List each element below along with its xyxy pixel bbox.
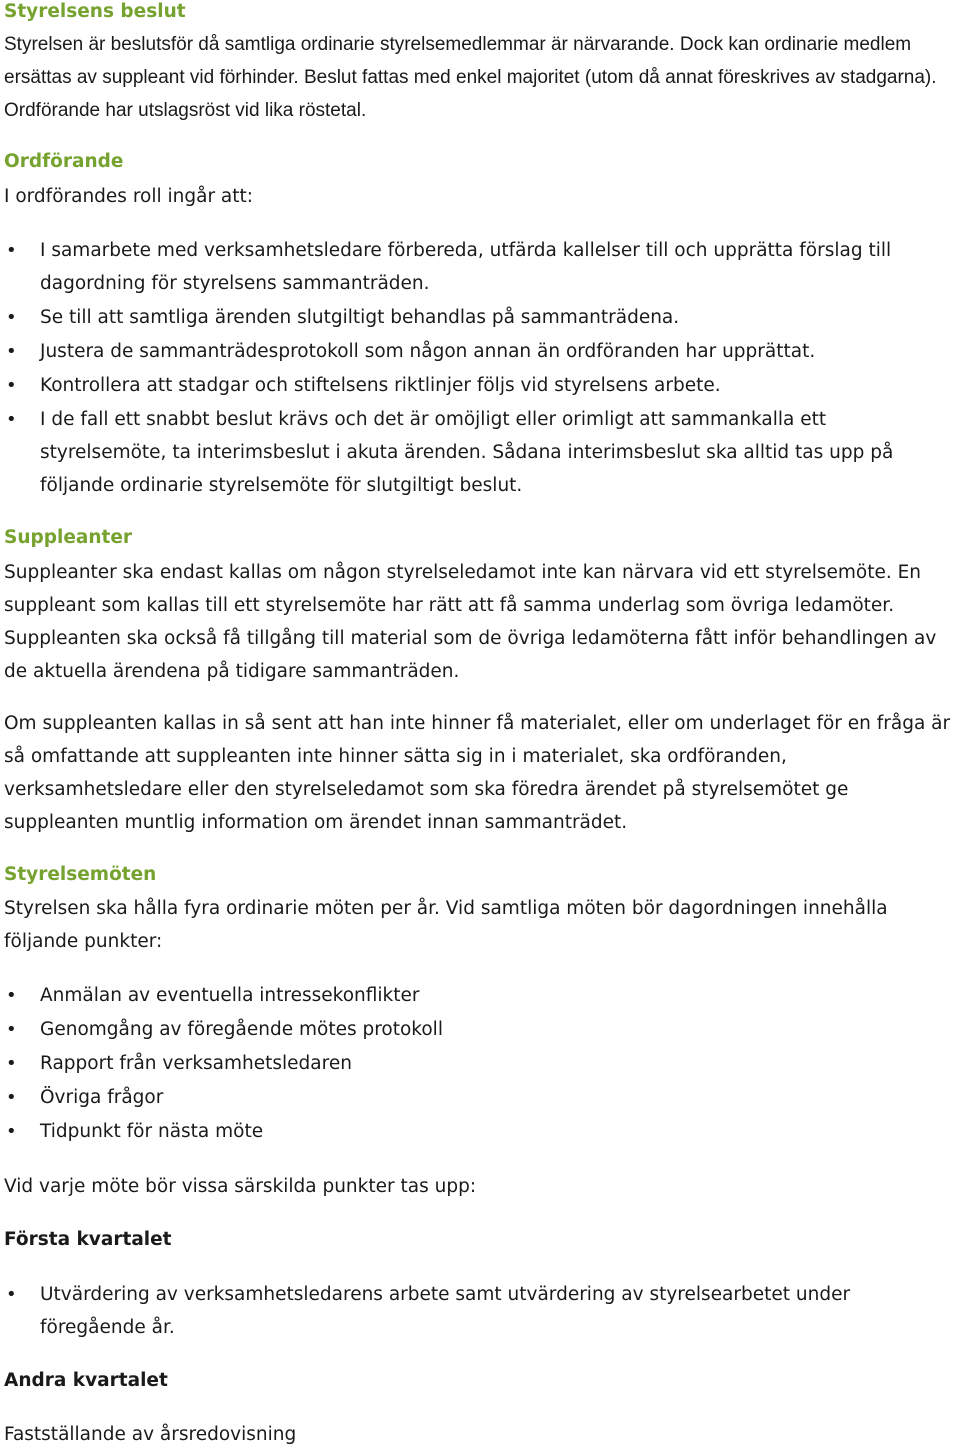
list-item — [0, 1278, 920, 1344]
list-item-text: Rapport från verksamhetsledaren — [40, 1053, 352, 1074]
list-item-text: Se till att samtliga ärenden slutgiltigt behandlas på sammanträdena. — [40, 307, 680, 328]
heading-styrelsemoten: Styrelsemöten — [4, 864, 157, 885]
bullet-icon: • — [6, 307, 17, 328]
list-item — [0, 403, 920, 502]
list-item — [0, 979, 920, 1012]
heading-styrelsens-beslut: Styrelsens beslut — [4, 1, 186, 22]
paragraph-ordforande-intro: I ordförandes roll ingår att: — [4, 186, 254, 207]
list-item — [0, 1047, 920, 1080]
list-item — [0, 335, 920, 368]
list-item-text: Anmälan av eventuella intressekonflikter — [40, 985, 420, 1006]
bullet-icon: • — [6, 1121, 17, 1142]
list-item — [0, 1115, 920, 1148]
list-item — [0, 301, 920, 334]
list-forsta-kvartalet — [0, 1278, 920, 1345]
list-item-text: Kontrollera att stadgar och stiftelsens riktlinjer följs vid styrelsens arbete. — [40, 375, 721, 396]
list-item-text: Tidpunkt för nästa möte — [40, 1121, 264, 1142]
list-item — [0, 369, 920, 402]
paragraph-styrelsens-beslut: Styrelsen är beslutsför då samtliga ordinarie styrelsemedlemmar är närvarande. Dock kan ordinarie medlem ersättas av suppleant vid förhinder. Beslut fattas med enkel majoritet (utom då annat föreskrives av stadgarna). Ordförande har utslagsröst vid lika röstetal. — [4, 34, 937, 121]
bullet-icon: • — [6, 1087, 17, 1108]
list-item-text: I de fall ett snabbt beslut krävs och det är omöjligt eller orimligt att sammankalla ett styrelsemöte, ta interimsbeslut i akuta ärenden. Sådana interimsbeslut ska alltid tas upp på följande ordinarie styrelsemöte för slutgiltigt beslut. — [40, 409, 894, 496]
list-item — [0, 1081, 920, 1114]
heading-suppleanter: Suppleanter — [4, 527, 133, 548]
paragraph-andra-kvartalet: Fastställande av årsredovisning — [4, 1424, 297, 1445]
list-item-text: Genomgång av föregående mötes protokoll — [40, 1019, 443, 1040]
bullet-icon: • — [6, 1053, 17, 1074]
paragraph-sarskilda-punkter: Vid varje möte bör vissa särskilda punkter tas upp: — [4, 1176, 477, 1197]
list-item-text: Utvärdering av verksamhetsledarens arbete samt utvärdering av styrelsearbetet under föregående år. — [40, 1284, 851, 1338]
list-item — [0, 234, 920, 300]
bullet-icon: • — [6, 375, 17, 396]
bullet-icon: • — [6, 985, 17, 1006]
list-item-text: Övriga frågor — [40, 1087, 164, 1108]
bullet-icon: • — [6, 1019, 17, 1040]
list-item — [0, 1013, 920, 1046]
heading-forsta-kvartalet: Första kvartalet — [4, 1229, 172, 1250]
bullet-icon: • — [6, 240, 17, 261]
list-styrelsemoten — [0, 979, 920, 1149]
list-item-text: Justera de sammanträdesprotokoll som någon annan än ordföranden har upprättat. — [40, 341, 816, 362]
bullet-icon: • — [6, 409, 17, 430]
paragraph-styrelsemoten: Styrelsen ska hålla fyra ordinarie möten per år. Vid samtliga möten bör dagordningen innehålla följande punkter: — [4, 898, 888, 952]
list-item-text: I samarbete med verksamhetsledare förbereda, utfärda kallelser till och upprätta förslag till dagordning för styrelsens sammanträden. — [40, 240, 892, 294]
paragraph-suppleanter-1: Suppleanter ska endast kallas om någon styrelseledamot inte kan närvara vid ett styrelsemöte. En suppleant som kallas till ett styrelsemöte har rätt att få samma underlag som övriga ledamöter. Suppleanten ska också få tillgång till material som de övriga ledamöterna fått inför behandlingen av de aktuella ärendena på tidigare sammanträden. — [4, 562, 937, 682]
heading-ordforande: Ordförande — [4, 151, 124, 172]
bullet-icon: • — [6, 341, 17, 362]
paragraph-suppleanter-2: Om suppleanten kallas in så sent att han inte hinner få materialet, eller om underlaget för en fråga är så omfattande att suppleanten inte hinner sätta sig in i materialet, ska ordföranden, verksamhetsledare eller den styrelseledamot som ska föredra ärendet på styrelsemötet ge suppleanten muntlig information om ärendet innan sammanträdet. — [4, 713, 951, 833]
list-ordforande — [0, 234, 920, 503]
heading-andra-kvartalet: Andra kvartalet — [4, 1370, 168, 1391]
bullet-icon: • — [6, 1284, 17, 1305]
